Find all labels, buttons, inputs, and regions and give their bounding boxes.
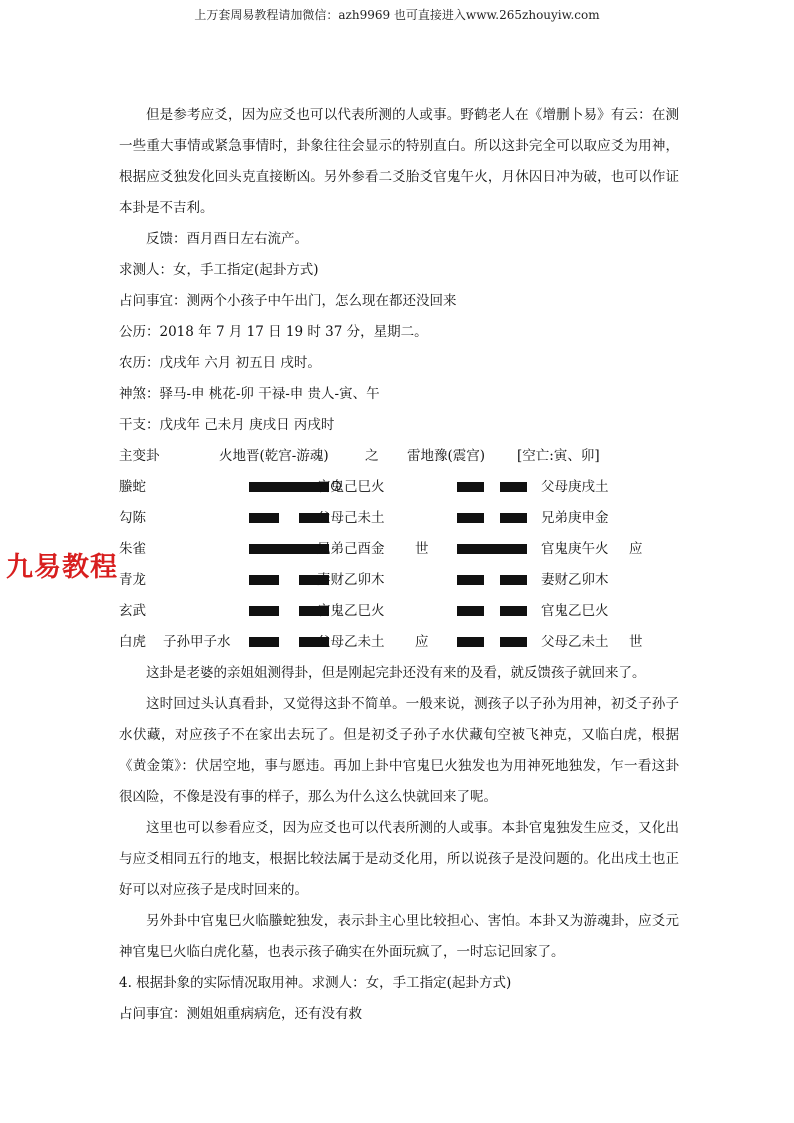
paragraph: 另外卦中官鬼巳火临螣蛇独发，表示卦主心里比较担心、害怕。本卦又为游魂卦，应爻元神官鬼巳火临白虎化墓，也表示孩子确实在外面玩疯了，一时忘记回家了。 — [119, 913, 679, 960]
hidden-line: 子孙甲子水 — [163, 634, 231, 650]
changed-yao-line — [457, 606, 527, 616]
yin-line-segment — [249, 513, 279, 523]
changed-shi-ying-mark: 应 — [629, 541, 643, 557]
document-body — [119, 100, 679, 1030]
main-yao-text: 父母己未土 — [317, 510, 385, 526]
yin-line-segment — [457, 482, 484, 492]
hexagram-row — [119, 534, 679, 565]
yin-line-segment — [457, 575, 484, 585]
info-line: 公历：2018 年 7 月 17 日 19 时 37 分，星期二。 — [119, 324, 428, 340]
six-god: 玄武 — [119, 603, 146, 619]
main-yao-text: 官鬼己巳火 — [317, 479, 385, 495]
changed-yao-text: 官鬼乙巳火 — [541, 603, 609, 619]
changed-yao-text: 兄弟庚申金 — [541, 510, 609, 526]
yin-line-segment — [249, 637, 279, 647]
yin-line-segment — [500, 575, 527, 585]
yin-line-segment — [500, 482, 527, 492]
hexagram-header — [119, 441, 679, 472]
hexagram-row — [119, 627, 679, 658]
paragraph: 这里也可以参看应爻，因为应爻也可以代表所测的人或事。本卦官鬼独发生应爻，又化出与应爻相同五行的地支，根据比较法属于是动爻化用，所以说孩子是没问题的。化出戌土也正好可以对应孩子是戌时回来的。 — [119, 820, 679, 898]
changed-yao-line — [457, 513, 527, 523]
kongwang: [空亡:寅、卯] — [517, 448, 600, 464]
changed-yao-line — [457, 482, 527, 492]
hexagram-table — [119, 472, 679, 658]
six-god: 螣蛇 — [119, 479, 146, 495]
changed-yao-line — [457, 637, 527, 647]
yin-line-segment — [457, 637, 484, 647]
yin-line-segment — [457, 513, 484, 523]
paragraph: 这卦是老婆的亲姐姐测得卦，但是刚起完卦还没有来的及看，就反馈孩子就回来了。 — [146, 665, 646, 681]
info-line: 占问事宜：测姐姐重病病危，还有没有救 — [119, 1006, 362, 1022]
main-yao-text: 官鬼乙巳火 — [317, 603, 385, 619]
paragraph: 反馈：酉月酉日左右流产。 — [146, 231, 308, 247]
info-line: 4. 根据卦象的实际情况取用神。求测人：女，手工指定(起卦方式) — [119, 975, 512, 991]
six-god: 青龙 — [119, 572, 146, 588]
info-line: 干支：戊戌年 己未月 庚戌日 丙戌时 — [119, 417, 335, 433]
changed-shi-ying-mark: 世 — [629, 634, 643, 650]
changed-yao-text: 父母庚戌土 — [541, 479, 609, 495]
page-header: 上万套周易教程请加微信：azh9969 也可直接进入www.265zhouyiw.com — [194, 8, 600, 22]
shi-ying-mark: 应 — [415, 634, 429, 650]
main-yao-text: 兄弟己酉金 — [317, 541, 385, 557]
yin-line-segment — [457, 606, 484, 616]
paragraph: 这时回过头认真看卦，又觉得这卦不简单。一般来说，测孩子以子孙为用神，初爻子孙子水伏藏，对应孩子不在家出去玩了。但是初爻子孙子水伏藏旬空被飞神克，又临白虎，根据《黄金策》：伏居空地，事与愿违。再加上卦中官鬼巳火独发也为用神死地独发，乍一看这卦很凶险，不像是没有事的样子，那么为什么这么快就回来了呢。 — [119, 696, 679, 805]
paragraph: 但是参考应爻，因为应爻也可以代表所测的人或事。野鹤老人在《增删卜易》有云：在测一些重大事情或紧急事情时，卦象往往会显示的特别直白。所以这卦完全可以取应爻为用神，根据应爻独发化回头克直接断凶。另外参看二爻胎爻官鬼午火，月休囚日冲为破，也可以作证本卦是不吉利。 — [119, 107, 679, 216]
info-line: 求测人：女，手工指定(起卦方式) — [119, 262, 319, 278]
six-god: 勾陈 — [119, 510, 146, 526]
info-line: 占问事宜：测两个小孩子中午出门，怎么现在都还没回来 — [119, 293, 457, 309]
yin-line-segment — [500, 637, 527, 647]
hexagram-row — [119, 503, 679, 534]
hexagram-row — [119, 472, 679, 503]
info-line: 神煞：驿马-申 桃花-卯 干禄-申 贵人-寅、午 — [119, 386, 380, 402]
yang-line-segment — [457, 544, 527, 554]
watermark-logo: 九易教程 — [6, 552, 118, 583]
changed-yao-line — [457, 544, 527, 554]
yin-line-segment — [249, 606, 279, 616]
changed-yao-text: 妻财乙卯木 — [541, 572, 609, 588]
six-god: 朱雀 — [119, 541, 146, 557]
shi-ying-mark: 世 — [415, 541, 429, 557]
hexagram-row — [119, 596, 679, 627]
six-god: 白虎 — [119, 634, 146, 650]
yin-line-segment — [500, 513, 527, 523]
yin-line-segment — [249, 575, 279, 585]
changed-yao-line — [457, 575, 527, 585]
hexagram-label: 主变卦 — [119, 448, 160, 464]
info-line: 农历：戊戌年 六月 初五日 戌时。 — [119, 355, 321, 371]
yin-line-segment — [500, 606, 527, 616]
zhi-connector: 之 — [365, 448, 379, 464]
changed-yao-text: 父母乙未土 — [541, 634, 609, 650]
main-yao-text: 父母乙未土 — [317, 634, 385, 650]
main-hexagram-name: 火地晋(乾宫-游魂) — [219, 448, 329, 464]
changed-yao-text: 官鬼庚午火 — [541, 541, 609, 557]
hexagram-row — [119, 565, 679, 596]
changed-hexagram-name: 雷地豫(震宫) — [407, 448, 486, 464]
main-yao-text: 妻财乙卯木 — [317, 572, 385, 588]
